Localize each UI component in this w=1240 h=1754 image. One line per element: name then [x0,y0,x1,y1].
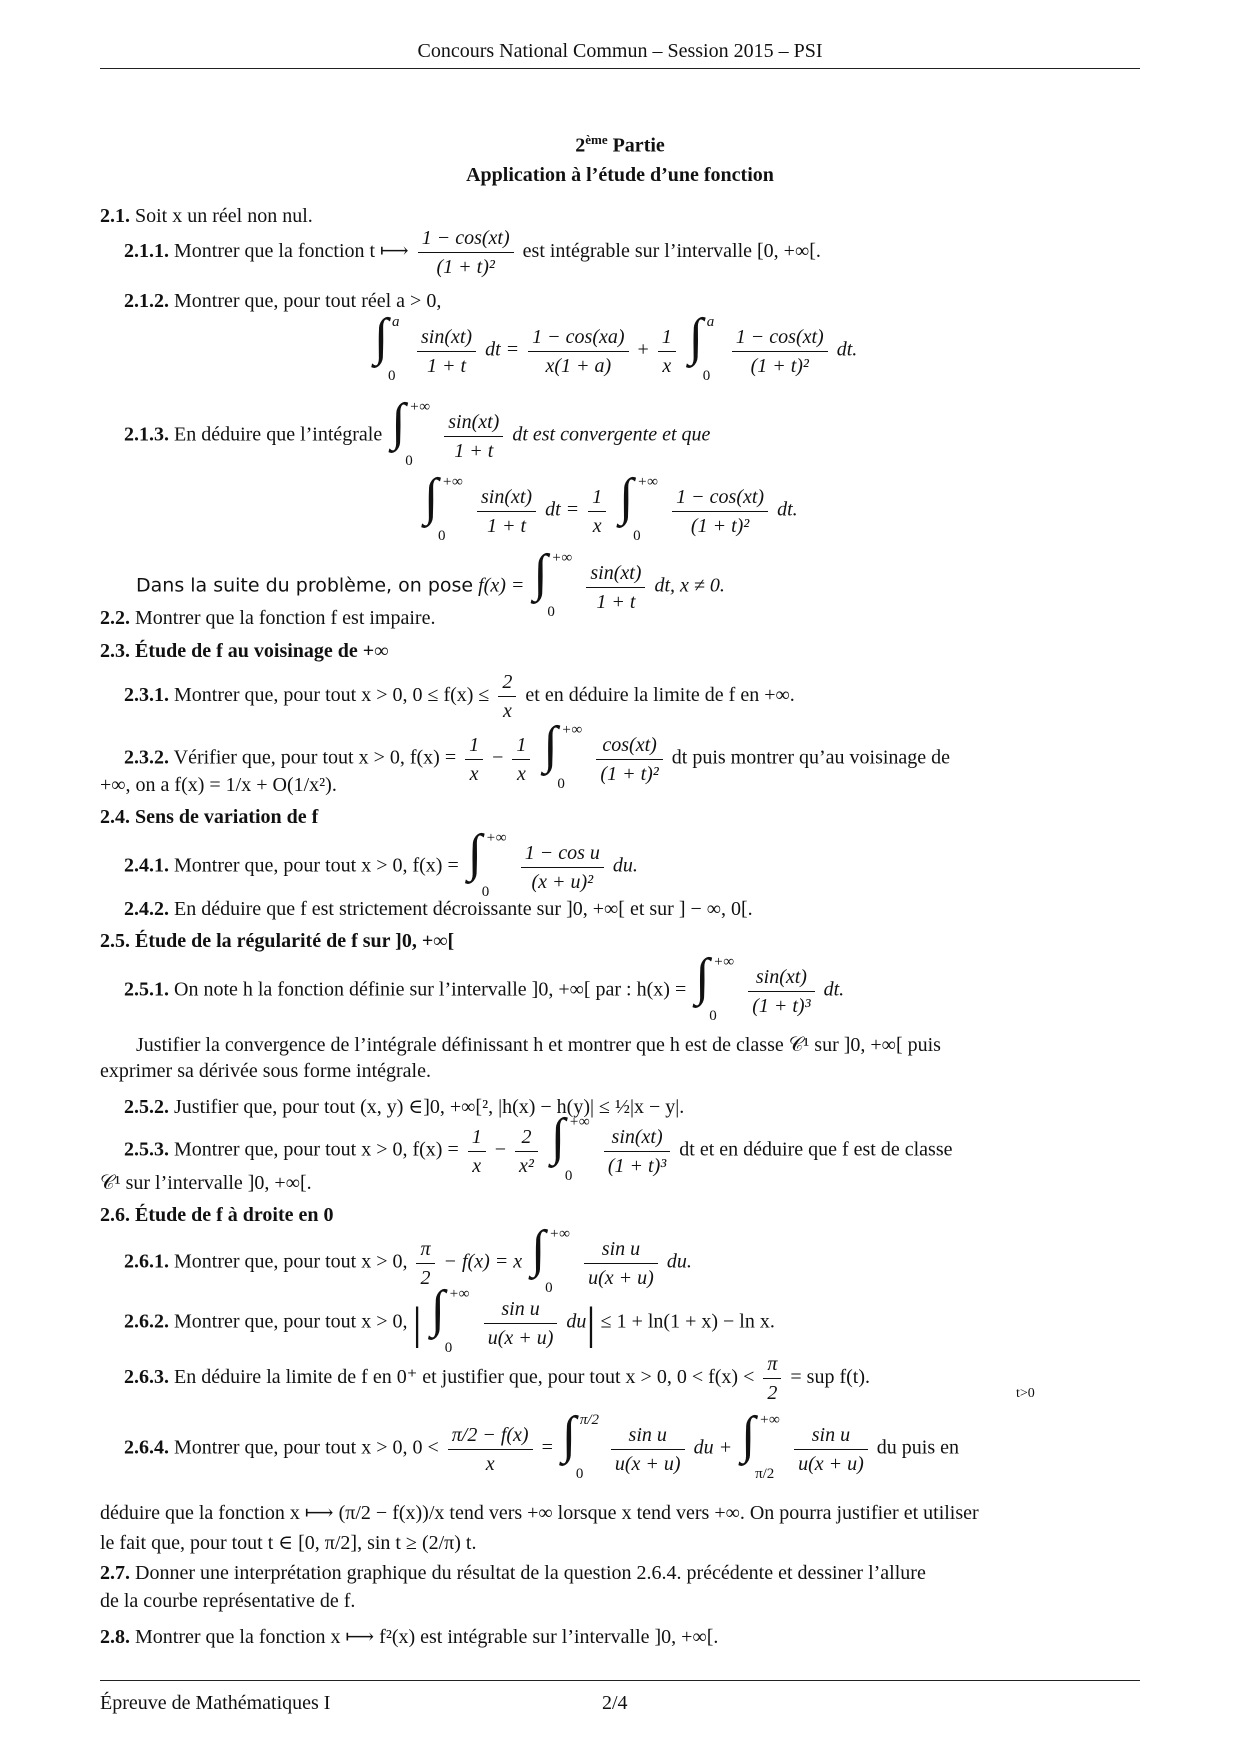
q2-6-4-cont-2: le fait que, pour tout t ∈ [0, π/2], sin t ≥ (2/π) t. [100,1532,477,1554]
q2-5-3-cont: 𝒞¹ sur l’intervalle ]0, +∞[. [100,1172,312,1194]
q2-3-1: 2.3.1. Montrer que, pour tout x > 0, 0 ≤ f(x) ≤ $\frac{2}{x}$ et en déduire la limite de f en +∞. [124,671,795,722]
q2-1-2: 2.1.2. Montrer que, pour tout réel a > 0, [124,290,442,312]
q2-5-2: 2.5.2. Justifier que, pour tout (x, y) ∈]0, +∞[², |h(x) − h(y)| ≤ ½|x − y|. [124,1096,685,1118]
q2-6-3: 2.6.3. En déduire la limite de f en 0⁺ et justifier que, pour tout x > 0, 0 < f(x) < $\frac{\pi}{2}$ = sup f(t). [124,1353,871,1404]
q2-4-2: 2.4.2. En déduire que f est strictement décroissante sur ]0, +∞[ et sur ] − ∞, 0[. [124,898,753,920]
q2-3-2: 2.3.2. Vérifier que, pour tout x > 0, f(x) = $\frac{1}{x}$ − $\frac{1}{x}$ ∫ +∞ 0 $\frac{\cos(xt)}{\text{(1 + t)²}}$ dt puis montrer qu’au voisinage de [124,717,951,792]
q2-5-3: 2.5.3. Montrer que, pour tout x > 0, f(x) = $\frac{1}{x}$ − $\frac{2}{\text{x²}}$ ∫ +∞ 0 $\frac{\sin(xt)}{\text{(1 + t)³}}$ dt et en déduire que f est de classe [124,1109,953,1184]
q2-7: 2.7. Donner une interprétation graphique du résultat de la question 2.6.4. précédente et dessiner l’allure [100,1562,926,1584]
q2-6-2: 2.6.2. Montrer que, pour tout x > 0, | ∫ +∞ 0 $\frac{\text{sin u}}{u(x + u)}$ du| ≤ 1 + ln(1 + x) − ln x. [124,1281,775,1356]
q2-1-3: 2.1.3. En déduire que l’intégrale ∫ +∞ 0 $\frac{\sin(xt)}{1 + t}$ dt est convergente et que [124,394,711,469]
header-rule [100,68,1140,69]
q2-5: 2.5. Étude de la régularité de f sur ]0, +∞[ [100,930,455,952]
sup-subscript: t>0 [1016,1386,1035,1401]
q2-1-1: 2.1.1. Montrer que la fonction t ⟼ $\frac{1 - \cos(xt)}{\text{(1 + t)²}}$ est intégrable sur l’intervalle [0, +∞[. [124,227,821,278]
definition-f: Dans la suite du problème, on pose f(x) = ∫ +∞ 0 $\frac{\sin(xt)}{1 + t}$ dt, x ≠ 0. [136,545,725,620]
page-header: Concours National Commun – Session 2015 – PSI [417,40,823,62]
fraction: $\frac{1 - \cos(xt)}{\text{(1 + t)²}}$ [418,226,514,279]
q2-5-1: 2.5.1. On note h la fonction définie sur l’intervalle ]0, +∞[ par : h(x) = ∫ +∞ 0 $\frac{\sin(xt)}{\text{(1 + t)³}}$ dt. [124,949,845,1024]
q2-5-1-body: Justifier la convergence de l’intégrale définissant h et montrer que h est de classe 𝒞¹ sur ]0, +∞[ puis [136,1034,941,1056]
q2-4: 2.4. Sens de variation de f [100,806,319,828]
q2-2: 2.2. Montrer que la fonction f est impaire. [100,607,436,629]
footer-rule [100,1680,1140,1681]
q2-6-4-cont: déduire que la fonction x ⟼ (π/2 − f(x))/x tend vers +∞ lorsque x tend vers +∞. On pourra justifier et utiliser [100,1502,979,1524]
formula-2-1-3: ∫ +∞ 0 $\frac{\sin(xt)}{1 + t}$ dt = $\frac{1}{x}$ ∫ +∞ 0 $\frac{1 - \cos(xt)}{\text{(1 + t)²}}$ dt. [424,469,798,544]
footer-title: Épreuve de Mathématiques I [100,1692,331,1714]
part-title: 2ème Partie [575,132,665,157]
q2-8: 2.8. Montrer que la fonction x ⟼ f²(x) est intégrable sur l’intervalle ]0, +∞[. [100,1626,719,1648]
part-subtitle: Application à l’étude d’une fonction [466,164,774,186]
formula-2-1-2: ∫ a 0 $\frac{\sin(xt)}{1 + t}$ dt = $\frac{1 - \cos(xa)}{x(1 + a)}$ + $\frac{1}{x}$ ∫ a 0 $\frac{1 - \cos(xt)}{\text{(1 + t)²}}$ dt. [374,309,858,384]
q2-7-cont: de la courbe représentative de f. [100,1590,356,1612]
q2-6: 2.6. Étude de f à droite en 0 [100,1204,334,1226]
q2-6-1: 2.6.1. Montrer que, pour tout x > 0, $\frac{\pi}{2}$ − f(x) = x ∫ +∞ 0 $\frac{\text{sin u}}{u(x + u)}$ du. [124,1221,692,1296]
page-number: 2/4 [602,1692,628,1714]
q2-3-2-cont: +∞, on a f(x) = 1/x + O(1/x²). [100,774,337,796]
q2-5-1-body-2: exprimer sa dérivée sous forme intégrale. [100,1060,431,1082]
q2-6-4: 2.6.4. Montrer que, pour tout x > 0, 0 < $\frac{\pi/2 - f(x)}{x}$ = ∫ π/2 0 $\frac{\text{sin u}}{u(x + u)}$ du + ∫ +∞ π/2 $\frac{\text{sin u}}{u(x + u)}$ du puis en [124,1407,959,1482]
q2-4-1: 2.4.1. Montrer que, pour tout x > 0, f(x) = ∫ +∞ 0 $\frac{\text{1 − cos u}}{\text{(x + u)²}}$ du. [124,825,638,900]
q2-3: 2.3. Étude de f au voisinage de +∞ [100,640,389,662]
q2-1: 2.1. Soit x un réel non nul. [100,205,313,227]
